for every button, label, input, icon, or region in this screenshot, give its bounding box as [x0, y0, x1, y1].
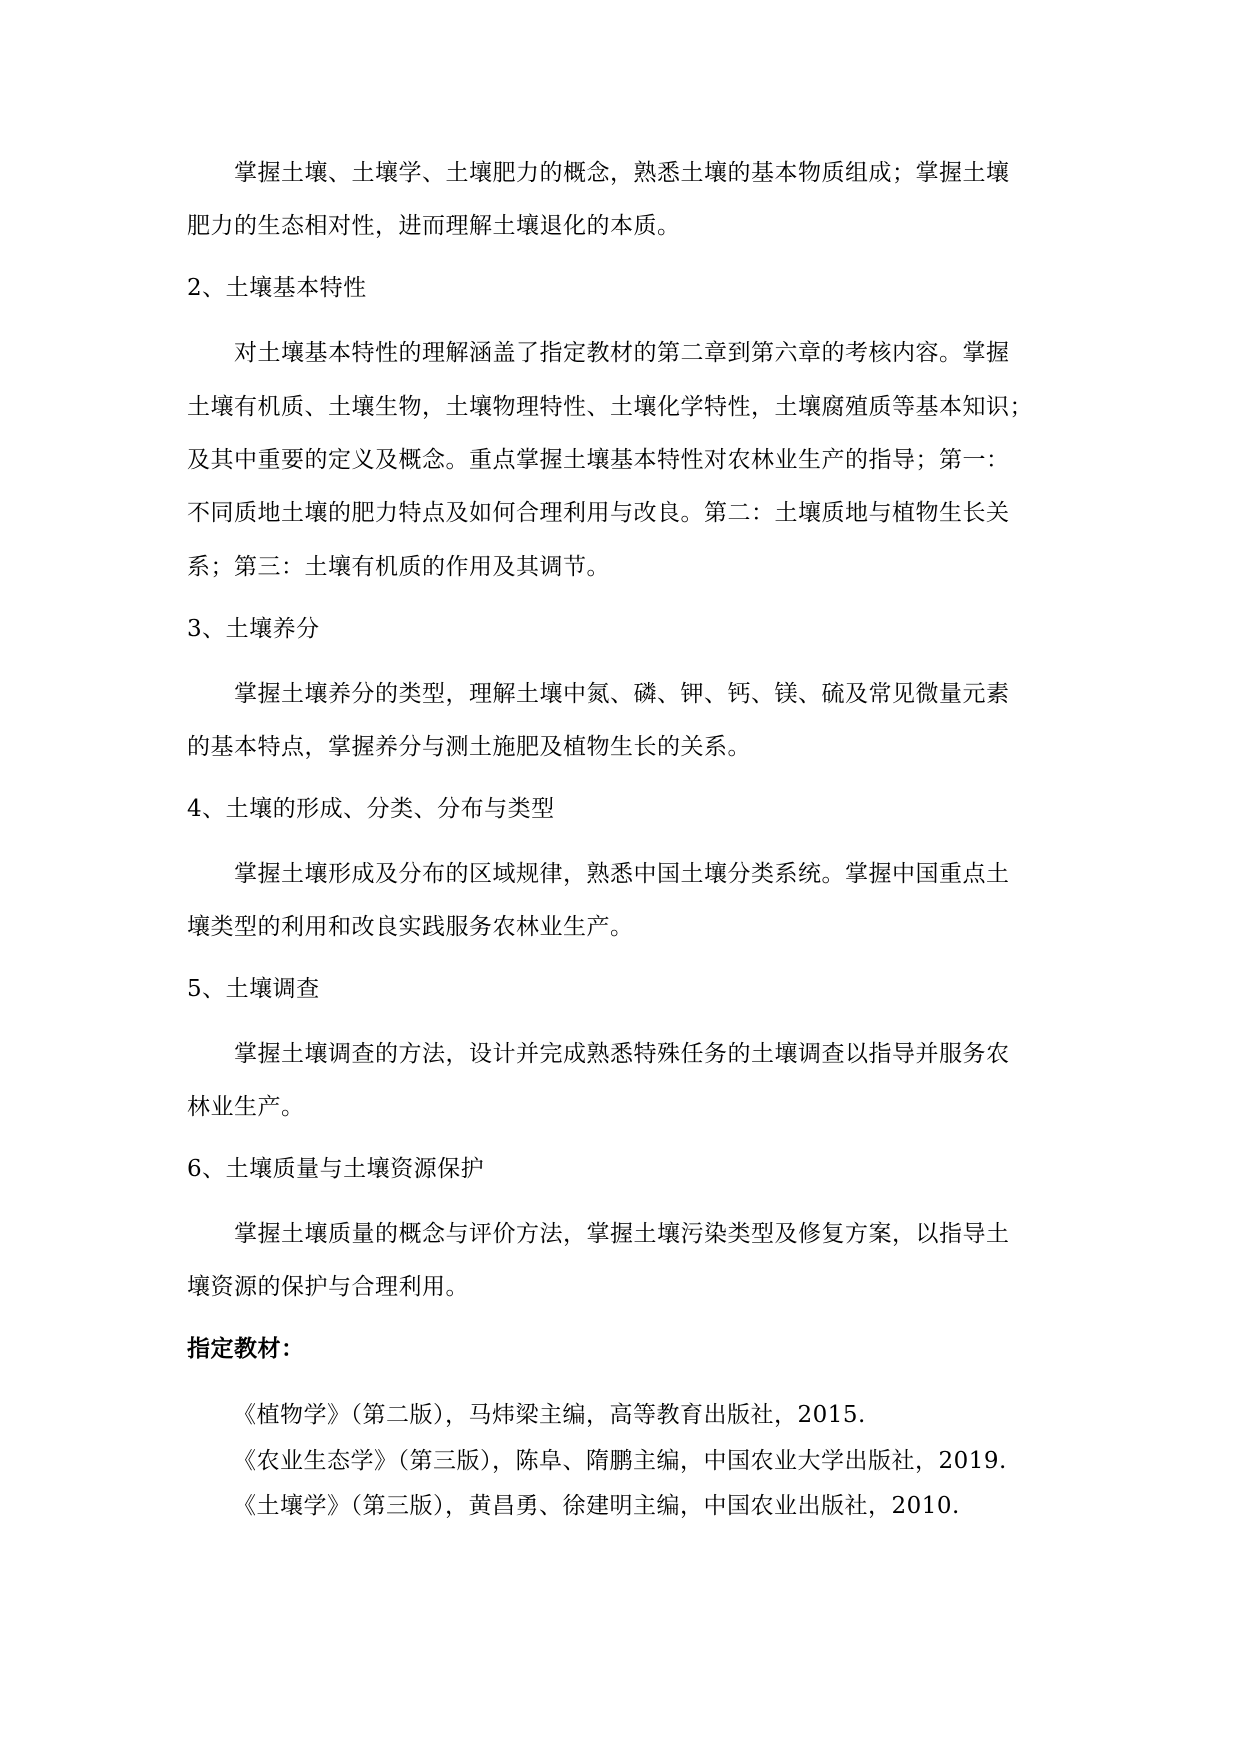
section3-heading: 3、土壤养分: [187, 616, 320, 642]
section6-paragraph-line-2: 壤资源的保护与合理利用。: [187, 1274, 469, 1300]
section3-paragraph-line-1: 掌握土壤养分的类型，理解土壤中氮、磷、钾、钙、镁、硫及常见微量元素: [234, 681, 1010, 707]
section5-paragraph-line-2: 林业生产。: [187, 1094, 305, 1120]
section4-heading: 4、土壤的形成、分类、分布与类型: [187, 796, 555, 822]
section1-paragraph-line-2: 肥力的生态相对性，进而理解土壤退化的本质。: [187, 213, 681, 239]
textbooks-heading: 指定教材：: [187, 1336, 305, 1362]
textbook-item-2: 《农业生态学》（第三版），陈阜、隋鹏主编，中国农业大学出版社，2019.: [233, 1448, 1007, 1474]
section6-paragraph-line-1: 掌握土壤质量的概念与评价方法，掌握土壤污染类型及修复方案，以指导土: [234, 1221, 1010, 1247]
section2-paragraph-line-2: 土壤有机质、土壤生物，土壤物理特性、土壤化学特性，土壤腐殖质等基本知识；: [187, 394, 1033, 420]
section4-paragraph-line-1: 掌握土壤形成及分布的区域规律，熟悉中国土壤分类系统。掌握中国重点土: [234, 861, 1010, 887]
section2-paragraph-line-3: 及其中重要的定义及概念。重点掌握土壤基本特性对农林业生产的指导；第一：: [187, 447, 1010, 473]
section4-paragraph-line-2: 壤类型的利用和改良实践服务农林业生产。: [187, 914, 634, 940]
textbook-item-1: 《植物学》（第二版），马炜梁主编，高等教育出版社，2015.: [233, 1402, 866, 1428]
textbook-item-3: 《土壤学》（第三版），黄昌勇、徐建明主编，中国农业出版社，2010.: [233, 1493, 960, 1519]
section5-heading: 5、土壤调查: [187, 976, 320, 1002]
section2-paragraph-line-4: 不同质地土壤的肥力特点及如何合理利用与改良。第二：土壤质地与植物生长关: [187, 500, 1010, 526]
section6-heading: 6、土壤质量与土壤资源保护: [187, 1156, 485, 1182]
section3-paragraph-line-2: 的基本特点，掌握养分与测土施肥及植物生长的关系。: [187, 734, 751, 760]
section2-heading: 2、土壤基本特性: [187, 275, 367, 301]
section5-paragraph-line-1: 掌握土壤调查的方法，设计并完成熟悉特殊任务的土壤调查以指导并服务农: [234, 1041, 1010, 1067]
section1-paragraph-line-1: 掌握土壤、土壤学、土壤肥力的概念，熟悉土壤的基本物质组成；掌握土壤: [234, 160, 1010, 186]
section2-paragraph-line-1: 对土壤基本特性的理解涵盖了指定教材的第二章到第六章的考核内容。掌握: [234, 340, 1010, 366]
section2-paragraph-line-5: 系；第三：土壤有机质的作用及其调节。: [187, 554, 610, 580]
